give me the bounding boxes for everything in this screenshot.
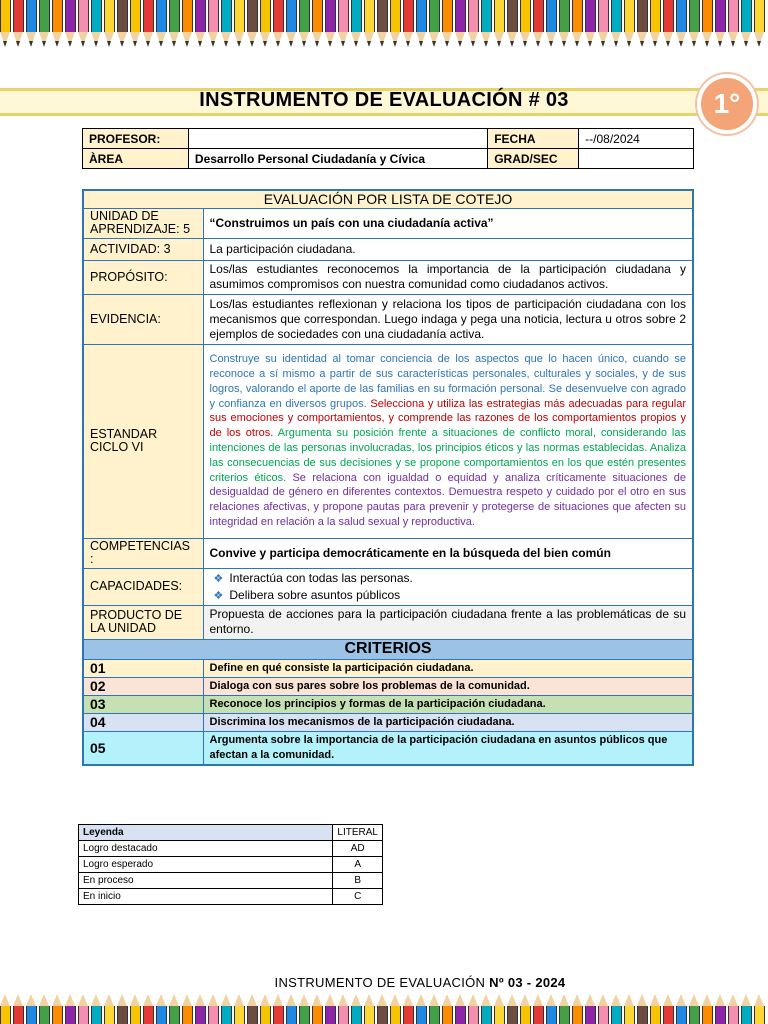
list-item: ❖ Interactúa con todas las personas. xyxy=(213,570,413,585)
pencil-decoration xyxy=(455,0,466,50)
estandar-part-4: Se relaciona con igualdad o equidad y analiza críticamente situaciones de desigualdad de género en diferentes contextos. Demuestra respeto y cuidado por el otro en sus relaciones afectivas, y propone pautas para prevenir y protegerse de situaciones que afecten su integridad en relación a la salud sexual y reproductiva. xyxy=(209,471,686,528)
pencil-decoration xyxy=(13,994,24,1024)
bottom-pencil-border xyxy=(0,994,768,1024)
pencil-decoration xyxy=(39,0,50,50)
actividad-value: La participación ciudadana. xyxy=(203,238,693,260)
pencil-decoration xyxy=(663,0,674,50)
pencil-decoration xyxy=(416,0,427,50)
pencil-decoration xyxy=(26,994,37,1024)
profesor-label: PROFESOR: xyxy=(83,129,189,149)
pencil-decoration xyxy=(468,0,479,50)
pencil-decoration xyxy=(273,994,284,1024)
pencil-decoration xyxy=(429,0,440,50)
pencil-decoration xyxy=(130,994,141,1024)
pencil-decoration xyxy=(442,0,453,50)
legend-row-label: En inicio xyxy=(79,889,333,905)
estandar-value xyxy=(203,344,693,538)
pencil-decoration xyxy=(91,0,102,50)
pencil-decoration xyxy=(429,994,440,1024)
pencil-decoration xyxy=(247,994,258,1024)
capacidades-label: CAPACIDADES: xyxy=(83,568,203,605)
criterio-text: Discrimina los mecanismos de la participación ciudadana. xyxy=(203,713,693,731)
criterio-text: Define en qué consiste la participación ciudadana. xyxy=(203,659,693,677)
unidad-label: UNIDAD DE APRENDIZAJE: 5 xyxy=(83,208,203,238)
pencil-decoration xyxy=(481,994,492,1024)
pencil-decoration xyxy=(182,994,193,1024)
fecha-value: --/08/2024 xyxy=(579,129,694,149)
criterio-text: Argumenta sobre la importancia de la participación ciudadana en asuntos públicos que afectan a la comunidad. xyxy=(203,731,693,765)
pencil-decoration xyxy=(507,0,518,50)
page-title: INSTRUMENTO DE EVALUACIÓN # 03 xyxy=(199,89,569,111)
pencil-decoration xyxy=(728,0,739,50)
fecha-label: FECHA xyxy=(488,129,579,149)
pencil-decoration xyxy=(208,994,219,1024)
pencil-decoration xyxy=(52,0,63,50)
capacidades-list xyxy=(210,570,687,604)
footer-text: INSTRUMENTO DE EVALUACIÓN Nº 03 - 2024 xyxy=(274,975,566,990)
pencil-decoration xyxy=(351,0,362,50)
capacidades-value xyxy=(203,568,693,605)
pencil-decoration xyxy=(741,0,752,50)
pencil-decoration xyxy=(559,994,570,1024)
pencil-decoration xyxy=(507,994,518,1024)
criterio-text: Reconoce los principios y formas de la participación ciudadana. xyxy=(203,695,693,713)
pencil-decoration xyxy=(403,0,414,50)
legend-row-label: Logro esperado xyxy=(79,857,333,873)
criterios-heading: CRITERIOS xyxy=(83,639,693,659)
legend-header-value: LITERAL xyxy=(333,825,383,841)
pencil-decoration xyxy=(13,0,24,50)
pencil-decoration xyxy=(104,994,115,1024)
estandar-part-1: Construye su identidad al tomar conciencia de los aspectos que lo hacen único, cuando se reconoce a sí mismo a partir de sus características personales, culturales y sociales, y de sus logros, valorando el aporte de las familias en su formación personal. Se desenvuelve con agrado y confianza en diversos grupos. xyxy=(209,353,686,410)
estandar-part-2: Selecciona y utiliza las estrategias más adecuadas para regular sus emociones y comportamientos, y comprende las razones de los comportamientos propios y de los otros. xyxy=(209,397,686,440)
criterio-num: 04 xyxy=(83,713,203,731)
pencil-decoration xyxy=(585,0,596,50)
pencil-decoration xyxy=(0,0,11,50)
pencil-decoration xyxy=(390,0,401,50)
pencil-decoration xyxy=(143,994,154,1024)
estandar-label: ESTANDAR CICLO VI xyxy=(83,344,203,538)
pencil-decoration xyxy=(65,994,76,1024)
proposito-label: PROPÓSITO: xyxy=(83,260,203,294)
pencil-decoration xyxy=(169,0,180,50)
diamond-bullet-icon: ❖ xyxy=(213,589,224,602)
pencil-decoration xyxy=(624,0,635,50)
pencil-decoration xyxy=(351,994,362,1024)
pencil-decoration xyxy=(117,0,128,50)
pencil-decoration xyxy=(754,994,765,1024)
pencil-decoration xyxy=(546,994,557,1024)
pencil-decoration xyxy=(481,0,492,50)
pencil-decoration xyxy=(312,994,323,1024)
competencias-value: Convive y participa democráticamente en la búsqueda del bien común xyxy=(203,538,693,568)
grado-value xyxy=(579,149,694,169)
list-item: ❖ Delibera sobre asuntos públicos xyxy=(213,587,401,602)
pencil-decoration xyxy=(663,994,674,1024)
producto-label: PRODUCTO DE LA UNIDAD xyxy=(83,605,203,639)
pencil-decoration xyxy=(572,0,583,50)
pencil-decoration xyxy=(104,0,115,50)
pencil-decoration xyxy=(221,0,232,50)
competencias-label: COMPETENCIAS : xyxy=(83,538,203,568)
legend-row-value: A xyxy=(333,857,383,873)
pencil-decoration xyxy=(403,994,414,1024)
pencil-decoration xyxy=(247,0,258,50)
pencil-decoration xyxy=(169,994,180,1024)
legend-row-value: B xyxy=(333,873,383,889)
pencil-decoration xyxy=(689,994,700,1024)
unidad-value: “Construimos un país con una ciudadanía activa” xyxy=(203,208,693,238)
evidencia-value: Los/las estudiantes reflexionan y relaciona los tipos de participación ciudadana con los mecanismos que correspondan. Luego indaga y pega una noticia, lectura u otros sobre 2 ejemplos de sociedades con una ciudadanía activa. xyxy=(203,294,693,344)
pencil-decoration xyxy=(364,0,375,50)
pencil-decoration xyxy=(143,0,154,50)
pencil-decoration xyxy=(377,0,388,50)
area-value: Desarrollo Personal Ciudadanía y Cívica xyxy=(188,149,487,169)
pencil-decoration xyxy=(611,0,622,50)
pencil-decoration xyxy=(624,994,635,1024)
legend-table xyxy=(78,824,383,905)
pencil-decoration xyxy=(91,994,102,1024)
pencil-decoration xyxy=(195,994,206,1024)
pencil-decoration xyxy=(468,994,479,1024)
evidencia-label: EVIDENCIA: xyxy=(83,294,203,344)
pencil-decoration xyxy=(312,0,323,50)
grado-label: GRAD/SEC xyxy=(488,149,579,169)
criterio-text: Dialoga con sus pares sobre los problemas de la comunidad. xyxy=(203,677,693,695)
pencil-decoration xyxy=(273,0,284,50)
pencil-decoration xyxy=(676,994,687,1024)
legend-row-value: AD xyxy=(333,841,383,857)
pencil-decoration xyxy=(689,0,700,50)
pencil-decoration xyxy=(533,0,544,50)
grade-badge: 1° xyxy=(697,74,757,134)
legend-row-label: Logro destacado xyxy=(79,841,333,857)
pencil-decoration xyxy=(377,994,388,1024)
pencil-decoration xyxy=(39,994,50,1024)
pencil-decoration xyxy=(78,994,89,1024)
legend-header-label: Leyenda xyxy=(79,825,333,841)
pencil-decoration xyxy=(117,994,128,1024)
pencil-decoration xyxy=(52,994,63,1024)
profesor-value xyxy=(188,129,487,149)
pencil-decoration xyxy=(65,0,76,50)
pencil-decoration xyxy=(221,994,232,1024)
pencil-decoration xyxy=(546,0,557,50)
pencil-decoration xyxy=(637,994,648,1024)
pencil-decoration xyxy=(0,994,11,1024)
pencil-decoration xyxy=(338,0,349,50)
pencil-decoration xyxy=(156,994,167,1024)
legend-row-value: C xyxy=(333,889,383,905)
pencil-decoration xyxy=(156,0,167,50)
pencil-decoration xyxy=(702,994,713,1024)
pencil-decoration xyxy=(338,994,349,1024)
pencil-decoration xyxy=(390,994,401,1024)
evaluation-table xyxy=(82,189,694,766)
pencil-decoration xyxy=(299,994,310,1024)
pencil-decoration xyxy=(286,0,297,50)
pencil-decoration xyxy=(741,994,752,1024)
pencil-decoration xyxy=(494,0,505,50)
pencil-decoration xyxy=(208,0,219,50)
pencil-decoration xyxy=(585,994,596,1024)
legend-row-label: En proceso xyxy=(79,873,333,889)
pencil-decoration xyxy=(195,0,206,50)
pencil-decoration xyxy=(559,0,570,50)
pencil-decoration xyxy=(702,0,713,50)
actividad-label: ACTIVIDAD: 3 xyxy=(83,238,203,260)
pencil-decoration xyxy=(676,0,687,50)
producto-value: Propuesta de acciones para la participación ciudadana frente a las problemáticas de su entorno. xyxy=(203,605,693,639)
pencil-decoration xyxy=(715,0,726,50)
evaluation-heading: EVALUACIÓN POR LISTA DE COTEJO xyxy=(83,190,693,208)
pencil-decoration xyxy=(520,0,531,50)
pencil-decoration xyxy=(650,994,661,1024)
pencil-decoration xyxy=(533,994,544,1024)
pencil-decoration xyxy=(299,0,310,50)
pencil-decoration xyxy=(520,994,531,1024)
pencil-decoration xyxy=(286,994,297,1024)
pencil-decoration xyxy=(650,0,661,50)
top-pencil-border xyxy=(0,0,768,50)
pencil-decoration xyxy=(728,994,739,1024)
pencil-decoration xyxy=(234,0,245,50)
criterio-num: 03 xyxy=(83,695,203,713)
pencil-decoration xyxy=(442,994,453,1024)
pencil-decoration xyxy=(637,0,648,50)
pencil-decoration xyxy=(78,0,89,50)
pencil-decoration xyxy=(182,0,193,50)
pencil-decoration xyxy=(234,994,245,1024)
pencil-decoration xyxy=(611,994,622,1024)
proposito-value: Los/las estudiantes reconocemos la importancia de la participación ciudadana y asumimos compromisos con nuestra comunidad como ciudadanos activos. xyxy=(203,260,693,294)
criterio-num: 05 xyxy=(83,731,203,765)
pencil-decoration xyxy=(260,0,271,50)
pencil-decoration xyxy=(364,994,375,1024)
pencil-decoration xyxy=(130,0,141,50)
pencil-decoration xyxy=(416,994,427,1024)
pencil-decoration xyxy=(260,994,271,1024)
pencil-decoration xyxy=(754,0,765,50)
pencil-decoration xyxy=(572,994,583,1024)
criterio-num: 02 xyxy=(83,677,203,695)
pencil-decoration xyxy=(325,0,336,50)
pencil-decoration xyxy=(598,994,609,1024)
pencil-decoration xyxy=(715,994,726,1024)
pencil-decoration xyxy=(455,994,466,1024)
criterio-num: 01 xyxy=(83,659,203,677)
estandar-part-3: Argumenta su posición frente a situaciones de conflicto moral, considerando las intenciones de las personas involucradas, los principios éticos y las normas establecidas. Analiza las consecuencias de sus decisiones y se propone comportamientos en los que estén presentes criterios éticos. xyxy=(209,427,686,484)
pencil-decoration xyxy=(325,994,336,1024)
header-table xyxy=(82,128,694,169)
pencil-decoration xyxy=(598,0,609,50)
pencil-decoration xyxy=(494,994,505,1024)
diamond-bullet-icon: ❖ xyxy=(213,572,224,585)
area-label: ÀREA xyxy=(83,149,189,169)
pencil-decoration xyxy=(26,0,37,50)
